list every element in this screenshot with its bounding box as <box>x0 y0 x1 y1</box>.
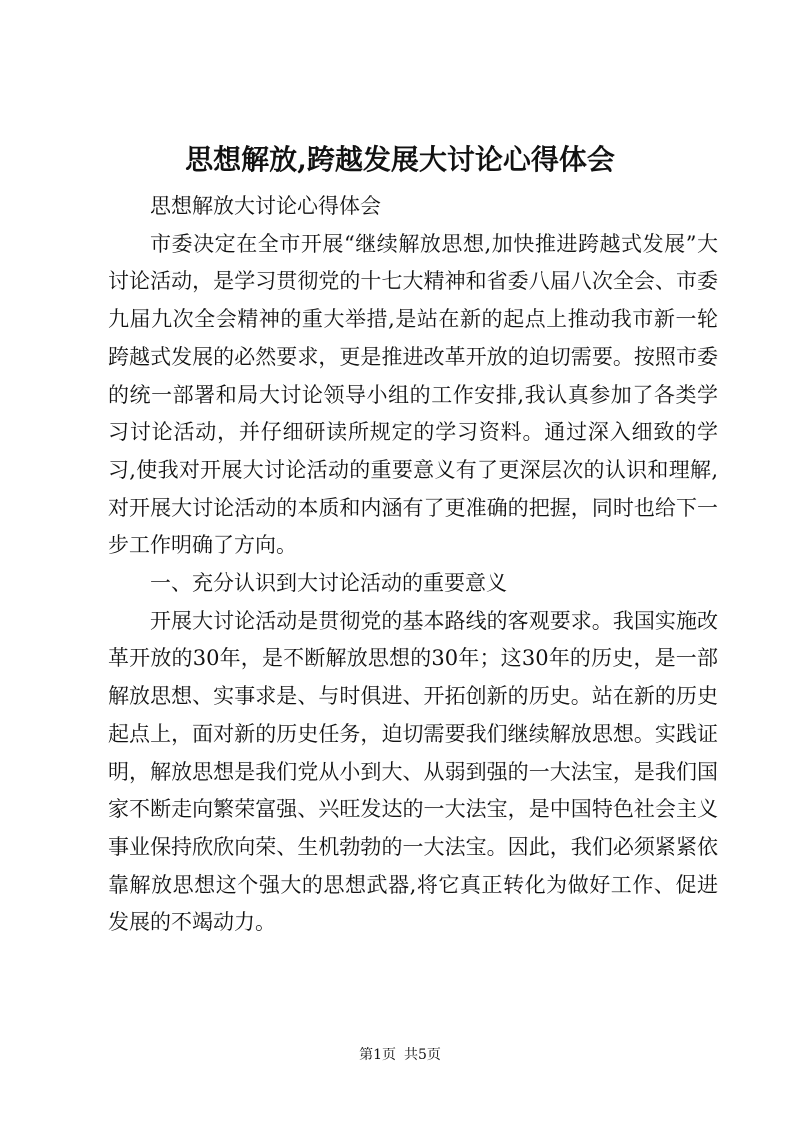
document-body <box>108 188 718 942</box>
document-title: 思想解放,跨越发展大讨论心得体会 <box>185 143 615 176</box>
page-total: 共5页 <box>404 1047 441 1063</box>
page-number: 第1页 <box>359 1047 396 1063</box>
section-heading: 一、充分认识到大讨论活动的重要意义 <box>150 571 507 596</box>
body-paragraph: 开展大讨论活动是贯彻党的基本路线的客观要求。我国实施改革开放的30年，是不断解放思想的30年；这30年的历史，是一部解放思想、实事求是、与时俱进、开拓创新的历史。站在新的历史起点上，面对新的历史任务，迫切需要我们继续解放思想。实践证明，解放思想是我们党从小到大、从弱到强的一大法宝，是我们国家不断走向繁荣富强、兴旺发达的一大法宝，是中国特色社会主义事业保持欣欣向荣、生机勃勃的一大法宝。因此，我们必须紧紧依靠解放思想这个强大的思想武器,将它真正转化为做好工作、促进发展的不竭动力。 <box>108 608 718 935</box>
intro-paragraph: 市委决定在全市开展“继续解放思想,加快推进跨越式发展”大讨论活动，是学习贯彻党的十七大精神和省委八届八次全会、市委九届九次全会精神的重大举措,是站在新的起点上推动我市新一轮跨越式发展的必然要求，更是推进改革开放的迫切需要。按照市委的统一部署和局大讨论领导小组的工作安排,我认真参加了各类学习讨论活动，并仔细研读所规定的学习资料。通过深入细致的学习,使我对开展大讨论活动的重要意义有了更深层次的认识和理解,对开展大讨论活动的本质和内涵有了更准确的把握，同时也给下一步工作明确了方向。 <box>108 231 718 558</box>
page-footer <box>0 1045 800 1065</box>
subtitle-paragraph: 思想解放大讨论心得体会 <box>150 194 381 218</box>
